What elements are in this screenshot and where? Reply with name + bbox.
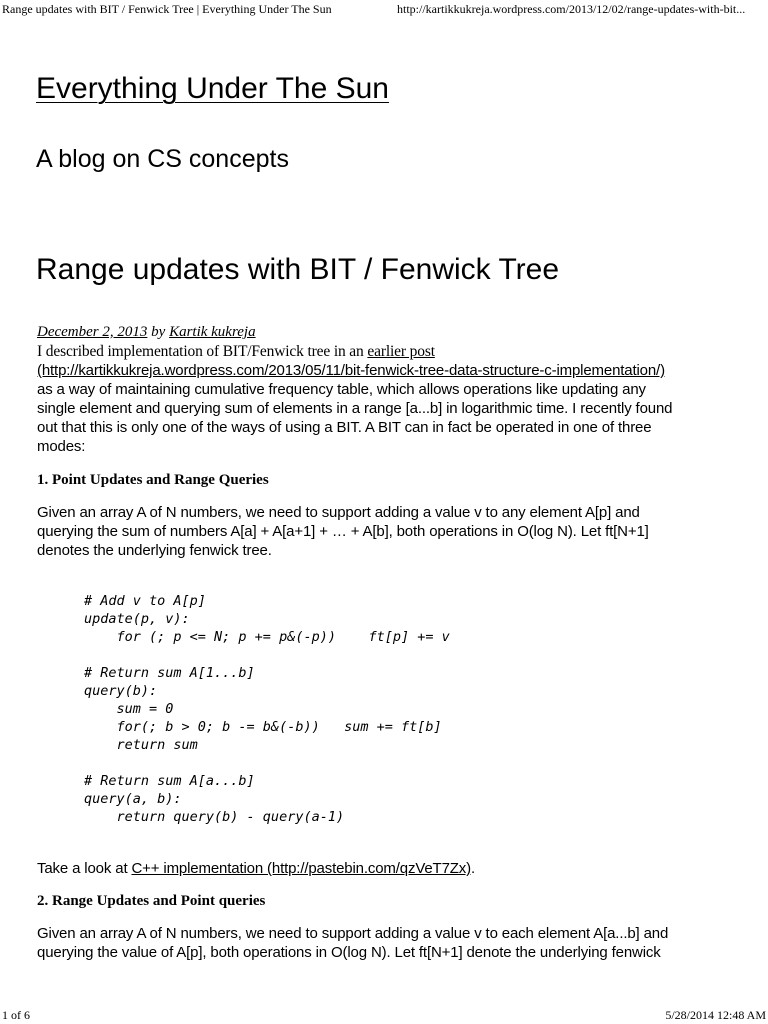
earlier-post-url-link[interactable]: (http://kartikkukreja.wordpress.com/2013/05/11/bit-fenwick-tree-data-structure-c-implementation/) xyxy=(37,362,665,379)
print-url: http://kartikkukreja.wordpress.com/2013/12/02/range-updates-with-bit... xyxy=(397,2,746,16)
post-meta xyxy=(37,322,747,342)
intro-line: modes: xyxy=(37,438,86,455)
post-body xyxy=(37,322,747,962)
post-date-link[interactable]: December 2, 2013 xyxy=(37,324,148,340)
section1-heading: 1. Point Updates and Range Queries xyxy=(37,472,269,488)
paragraph-line: Given an array A of N numbers, we need to support adding a value v to each element A[a...b] and xyxy=(37,925,669,942)
intro-text: I described implementation of BIT/Fenwick tree in an xyxy=(37,343,368,360)
intro-line: single element and querying sum of elements in a range [a...b] in logarithmic time. I recently found xyxy=(37,400,673,417)
intro-line: out that this is only one of the ways of using a BIT. A BIT can in fact be operated in one of three xyxy=(37,419,652,436)
cpp-implementation-link[interactable]: C++ implementation (http://pastebin.com/qzVeT7Zx) xyxy=(131,860,471,877)
print-timestamp: 5/28/2014 12:48 AM xyxy=(665,1008,766,1022)
print-page-counter: 1 of 6 xyxy=(2,1008,30,1022)
code-block: # Add v to A[p] update(p, v): for (; p <= N; p += p&(-p)) ft[p] += v # Return sum A[1...b] query(b): sum = 0 for(; b > 0; b -= b&(-b)) sum += ft[b] return sum # Return sum A[a...b] query(a, b): return query(b) - query(a-1) xyxy=(84,593,450,825)
print-page-title: Range updates with BIT / Fenwick Tree | Everything Under The Sun xyxy=(2,2,332,16)
paragraph-line: querying the sum of numbers A[a] + A[a+1] + … + A[b], both operations in O(log N). Let ft[N+1] xyxy=(37,523,649,540)
take-look-prefix: Take a look at xyxy=(37,860,132,877)
intro-line: as a way of maintaining cumulative frequency table, which allows operations like updating any xyxy=(37,381,646,398)
site-title-link[interactable]: Everything Under The Sun xyxy=(36,72,389,105)
post-author-link[interactable]: Kartik kukreja xyxy=(169,324,256,340)
paragraph-line: querying the value of A[p], both operations in O(log N). Let ft[N+1] denote the underlying fenwick xyxy=(37,944,661,961)
paragraph-line: Given an array A of N numbers, we need to support adding a value v to any element A[p] and xyxy=(37,504,640,521)
take-look-suffix: . xyxy=(470,860,475,877)
print-footer xyxy=(0,1006,768,1024)
post-title: Range updates with BIT / Fenwick Tree xyxy=(36,253,560,286)
site-tagline: A blog on CS concepts xyxy=(36,145,289,173)
post-by: by xyxy=(151,324,166,340)
section1-paragraph xyxy=(37,503,747,560)
earlier-post-link[interactable]: earlier post xyxy=(367,343,435,360)
section2-paragraph xyxy=(37,924,747,962)
paragraph-line: denotes the underlying fenwick tree. xyxy=(37,542,272,559)
intro-paragraph xyxy=(37,342,747,456)
section2-heading: 2. Range Updates and Point queries xyxy=(37,893,266,909)
take-look-paragraph xyxy=(37,859,747,878)
print-header xyxy=(0,0,768,18)
